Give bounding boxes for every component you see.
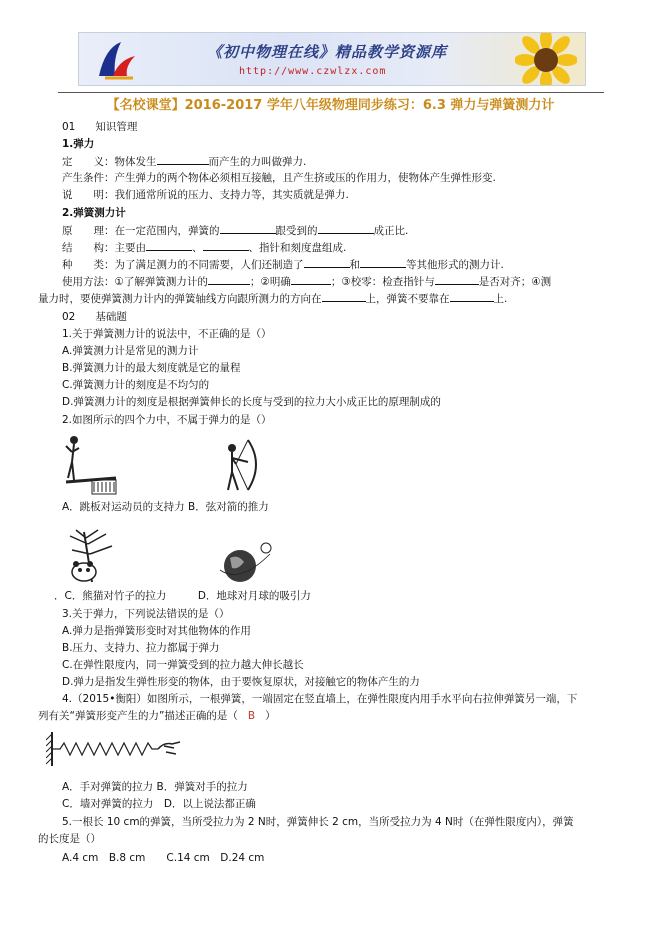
question-4-options-cd: C．墙对弹簧的拉力 D．以上说法都正确 xyxy=(62,798,256,810)
knowledge-1-heading: 1.弹力 xyxy=(62,138,95,150)
k2-kinds-text-c: 等其他形式的测力计. xyxy=(406,259,504,271)
k1-definition-label: 定 义： xyxy=(62,156,115,168)
k2-structure xyxy=(62,240,346,255)
knowledge-2-heading: 2.弹簧测力计 xyxy=(62,207,126,219)
question-4-stem-text: 列有关“弹簧形变产生的力”描述正确的是（ xyxy=(38,710,238,722)
question-3-option-b: B.压力、支持力、拉力都属于弹力 xyxy=(62,642,220,654)
blank xyxy=(146,240,192,251)
k1-definition xyxy=(62,154,306,169)
question-4-stem-line-2 xyxy=(38,709,276,723)
k2-usage2-text-b: 上，弹簧不要靠在 xyxy=(365,293,450,305)
blank xyxy=(203,240,249,251)
question-2-stem: 2.如图所示的四个力中，不属于弹力的是（） xyxy=(62,414,272,426)
blank xyxy=(322,291,366,302)
header-rule xyxy=(58,92,604,93)
question-5-stem-line-2: 的长度是（） xyxy=(38,833,101,845)
question-3-option-c: C.在弹性限度内，同一弹簧受到的拉力越大伸长越长 xyxy=(62,659,304,671)
banner-title: 《初中物理在线》精品教学资源库 xyxy=(207,43,448,61)
k2-usage-text-d: 是否对齐；④测 xyxy=(478,276,552,288)
k1-note-label: 说 明： xyxy=(62,189,115,201)
blank xyxy=(157,154,209,165)
k2-principle xyxy=(62,223,408,238)
sunflower-icon xyxy=(515,32,577,86)
header-banner xyxy=(78,32,586,86)
diving-board-figure xyxy=(62,432,120,498)
k2-kinds-text-b: 和 xyxy=(349,259,360,271)
k1-note xyxy=(62,188,349,202)
section-2-name: 基础题 xyxy=(95,311,127,323)
k2-principle-text-b: 跟受到的 xyxy=(275,225,318,237)
blank xyxy=(304,257,350,268)
k1-condition-text: 产生弹力的两个物体必须相互接触，且产生挤或压的作用力，使物体产生弹性形变. xyxy=(114,172,496,184)
document-title: 【名校课堂】2016-2017 学年八年级物理同步练习：6.3 弹力与弹簧测力计 xyxy=(106,98,555,113)
k1-note-text: 我们通常所说的压力、支持力等，其实质就是弹力. xyxy=(114,189,349,201)
question-5-stem-line-1: 5.一根长 10 cm的弹簧，当所受拉力为 2 N时，弹簧伸长 2 cm，当所受拉力为 4 N时（在弹性限度内），弹簧 xyxy=(62,816,574,828)
banner-url: http://www.czwlzx.com xyxy=(239,66,387,77)
k2-structure-text-a: 主要由 xyxy=(114,242,146,254)
k1-condition xyxy=(62,171,496,185)
section-1-heading xyxy=(62,120,137,134)
k2-usage-text-c: ；③校零：检查指针与 xyxy=(330,276,435,288)
k1-definition-text-a: 物体发生 xyxy=(114,156,157,168)
k2-usage2-text-c: 上. xyxy=(493,293,508,305)
section-1-name: 知识管理 xyxy=(95,121,138,133)
question-3-option-d: D.弹力是指发生弹性形变的物体，由于要恢复原状，对接触它的物体产生的力 xyxy=(62,676,420,688)
k1-condition-label: 产生条件： xyxy=(62,172,115,184)
question-1-option-d: D.弹簧测力计的刻度是根据弹簧伸长的长度与受到的拉力大小成正比的原理制成的 xyxy=(62,396,441,408)
k2-usage-text-a: ①了解弹簧测力计的 xyxy=(114,276,208,288)
k2-usage-text-b: ；②明确 xyxy=(249,276,291,288)
earth-moon-figure xyxy=(218,540,274,586)
k1-definition-text-b: 而产生的力叫做弹力. xyxy=(208,156,307,168)
question-2-options-cd: ．C．熊猫对竹子的拉力 D．地球对月球的吸引力 xyxy=(54,590,311,602)
blank xyxy=(208,274,250,285)
k2-kinds-label: 种 类： xyxy=(62,259,115,271)
k2-kinds xyxy=(62,257,504,272)
question-5-options: A.4 cm B.8 cm C.14 cm D.24 cm xyxy=(62,852,265,864)
question-4-options-ab: A．手对弹簧的拉力 B．弹簧对手的拉力 xyxy=(62,781,248,793)
question-1-stem: 1.关于弹簧测力计的说法中，不正确的是（） xyxy=(62,328,272,340)
k2-principle-text-a: 在一定范围内，弹簧的 xyxy=(114,225,220,237)
question-3-stem: 3.关于弹力，下列说法错误的是（） xyxy=(62,608,230,620)
question-4-stem-close: ） xyxy=(265,710,276,722)
k2-usage-label: 使用方法： xyxy=(62,276,115,288)
panda-bamboo-figure xyxy=(62,528,120,584)
k2-usage-line-2 xyxy=(38,291,507,306)
k2-structure-text-c: 、指针和刻度盘组成. xyxy=(248,242,347,254)
blank xyxy=(435,274,479,285)
question-4-stem-line-1: 4.（2015•衡阳）如图所示，一根弹簧，一端固定在竖直墙上，在弹性限度内用手水平向右拉伸弹簧另一端，下 xyxy=(62,693,578,705)
question-4-answer: B xyxy=(247,710,256,722)
blank xyxy=(360,257,406,268)
blank xyxy=(318,223,374,234)
blank xyxy=(220,223,276,234)
blank xyxy=(291,274,331,285)
section-2-number: 02 xyxy=(62,311,76,323)
k2-kinds-text-a: 为了满足测力的不同需要，人们还制造了 xyxy=(114,259,304,271)
question-1-option-b: B.弹簧测力计的最大刻度就是它的量程 xyxy=(62,362,241,374)
k2-principle-text-c: 成正比. xyxy=(373,225,409,237)
k2-structure-text-b: 、 xyxy=(192,242,203,254)
section-2-heading xyxy=(62,310,127,324)
k2-usage2-text-a: 量力时，要使弹簧测力计内的弹簧轴线方向跟所测力的方向在 xyxy=(38,293,322,305)
question-1-option-a: A.弹簧测力计是常见的测力计 xyxy=(62,345,199,357)
k2-usage xyxy=(62,274,551,289)
logo-icon xyxy=(95,38,139,80)
blank xyxy=(450,291,494,302)
question-3-option-a: A.弹力是指弹簧形变时对其他物体的作用 xyxy=(62,625,251,637)
archer-figure xyxy=(218,436,266,494)
k2-structure-label: 结 构： xyxy=(62,242,115,254)
question-1-option-c: C.弹簧测力计的刻度是不均匀的 xyxy=(62,379,210,391)
question-2-options-ab: A．跳板对运动员的支持力 B．弦对箭的推力 xyxy=(62,501,269,513)
section-1-number: 01 xyxy=(62,121,76,133)
spring-wall-figure xyxy=(46,730,186,768)
k2-principle-label: 原 理： xyxy=(62,225,115,237)
